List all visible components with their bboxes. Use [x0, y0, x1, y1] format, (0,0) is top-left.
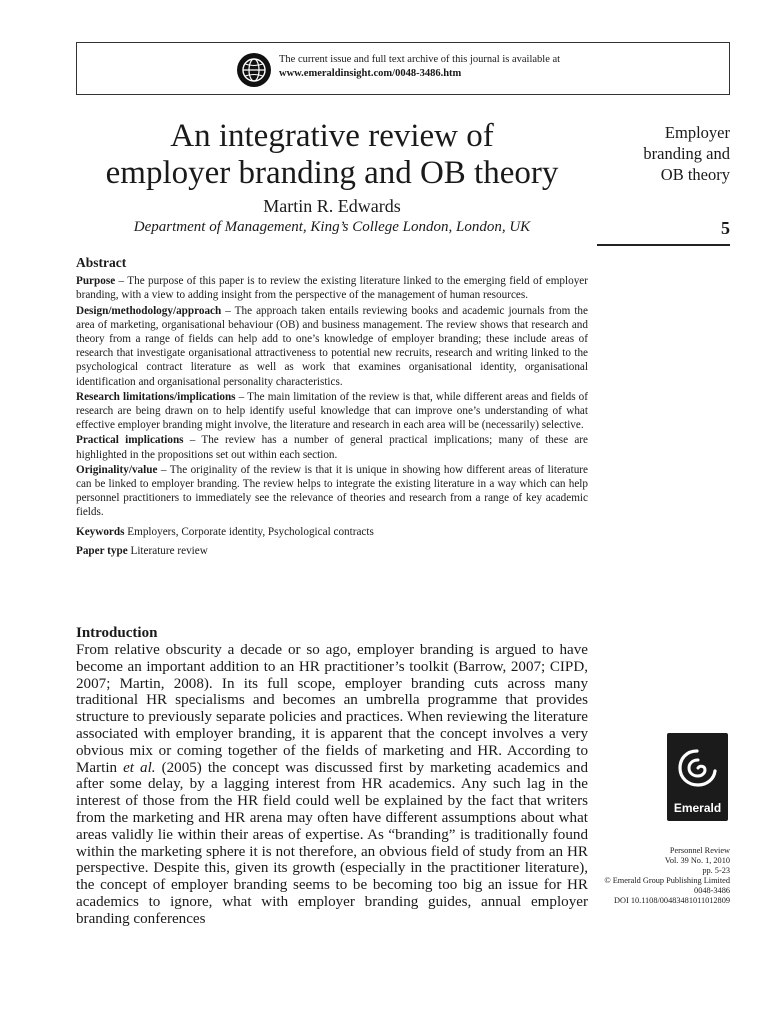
journal-volume: Vol. 39 No. 1, 2010 — [664, 856, 730, 865]
introduction-section — [76, 625, 588, 928]
purpose-text: – The purpose of this paper is to review the existing literature linked to the emerging field of employer branding, with a view to adding insight from the perspective of the management of human resources. — [76, 275, 588, 302]
running-head-line-3: OB theory — [660, 165, 730, 184]
abstract-paper-type — [76, 544, 588, 558]
originality-label: Originality/value — [76, 463, 158, 476]
intro-et-al: et al. — [123, 759, 156, 776]
limitations-label: Research limitations/implications — [76, 390, 236, 403]
abstract-section — [76, 256, 588, 559]
emerald-logo — [667, 733, 728, 821]
design-text: – The approach taken entails reviewing books and academic journals from the area of marketing, organisational behaviour (OB) and business management. The review shows that research and theory from a range of fields can help add to one’s knowledge of employer branding; these include areas of research that investigate organisational attractiveness to potential new recruits, research and writing linked to the psychological contract literature as well as work that examines organisational identity, organisational identification and organisational personality characteristics. — [76, 304, 588, 388]
running-head-rule — [597, 244, 730, 246]
author-affiliation: Department of Management, King’s College London, London, UK — [133, 219, 531, 235]
banner-line-1: The current issue and full text archive of this journal is available at — [279, 54, 561, 65]
intro-text-part-2: (2005) the concept was discussed first by marketing academics and after some delay, by a lagging interest from HR academics. Any such lag in the interest of those from the HR field could well be explained by the fact that writers from the marketing and HR arena may often have different assumptions about what areas validly lie within their areas of expertise. As “branding” is traditionally found within the marketing sphere it is not therefore, an obvious field of study from an HR perspective. Despite this, given its growth (especially in the practitioner literature), the concept of employer branding seems to be becoming too big an issue for HR academics to ignore, what with employer branding guides, annual employer branding conferences — [76, 759, 588, 927]
keywords-text: Employers, Corporate identity, Psychological contracts — [124, 525, 374, 538]
abstract-originality — [76, 463, 588, 520]
journal-pages: pp. 5-23 — [702, 866, 730, 875]
abstract-heading: Abstract — [76, 255, 127, 270]
globe-icon — [236, 52, 272, 88]
introduction-heading: Introduction — [76, 625, 158, 641]
journal-issn: 0048-3486 — [694, 886, 730, 895]
abstract-design — [76, 304, 588, 389]
title-line-2: employer branding and OB theory — [105, 155, 559, 191]
abstract-practical — [76, 433, 588, 461]
originality-text: – The originality of the review is that it is unique in showing how different areas of literature can be linked to employer branding. The review helps to integrate the existing literature in a way which can help personnel practitioners to immediately see the relevance of theories and research from a range of key academic fields. — [76, 463, 588, 519]
limitations-text: – The main limitation of the review is that, while different areas and fields of research are being drawn on to help identify useful knowledge that can improve one’s understanding of what effective employer branding might involve, the literature and research in each area will be (necessarily) selective. — [76, 390, 588, 432]
practical-label: Practical implications — [76, 434, 184, 447]
journal-name: Personnel Review — [669, 846, 730, 855]
journal-url-link[interactable]: www.emeraldinsight.com/0048-3486.htm — [279, 68, 462, 79]
publication-info — [586, 846, 730, 906]
banner-text — [279, 53, 560, 81]
introduction-body — [76, 642, 588, 928]
emerald-logo-text: Emerald — [673, 801, 722, 815]
keywords-label: Keywords — [76, 525, 125, 538]
abstract-purpose — [76, 274, 588, 302]
running-head-line-1: Employer — [664, 123, 730, 142]
purpose-label: Purpose — [76, 275, 116, 288]
emerald-swirl-icon — [667, 733, 728, 803]
copyright-notice: © Emerald Group Publishing Limited — [604, 876, 730, 885]
page-number: 5 — [721, 218, 730, 238]
article-doi: DOI 10.1108/00483481011012809 — [614, 896, 730, 905]
title-line-1: An integrative review of — [170, 118, 494, 154]
running-head — [597, 122, 730, 185]
article-title — [76, 118, 588, 192]
practical-text: – The review has a number of general practical implications; many of these are highlighted in the propositions set out within each section. — [76, 434, 588, 461]
abstract-limitations — [76, 390, 588, 433]
abstract-keywords — [76, 525, 588, 539]
paper-type-label: Paper type — [76, 544, 128, 557]
author-name: Martin R. Edwards — [263, 196, 401, 216]
running-head-line-2: branding and — [643, 144, 730, 163]
paper-type-text: Literature review — [127, 544, 208, 557]
intro-text-part-1: From relative obscurity a decade or so ago, employer branding is argued to have become an important addition to an HR practitioner’s toolkit (Barrow, 2007; CIPD, 2007; Martin, 2008). In its full scope, employer branding cuts across many traditional HR specialisms and becomes an umbrella programme that provides structure to previously separate policies and practices. When reviewing the literature associated with employer branding, it is apparent that the concept involves a very obvious mix or coming together of the fields of marketing and HR. According to Martin — [76, 642, 588, 776]
design-label: Design/methodology/approach — [76, 304, 222, 317]
journal-archive-banner — [76, 42, 730, 95]
